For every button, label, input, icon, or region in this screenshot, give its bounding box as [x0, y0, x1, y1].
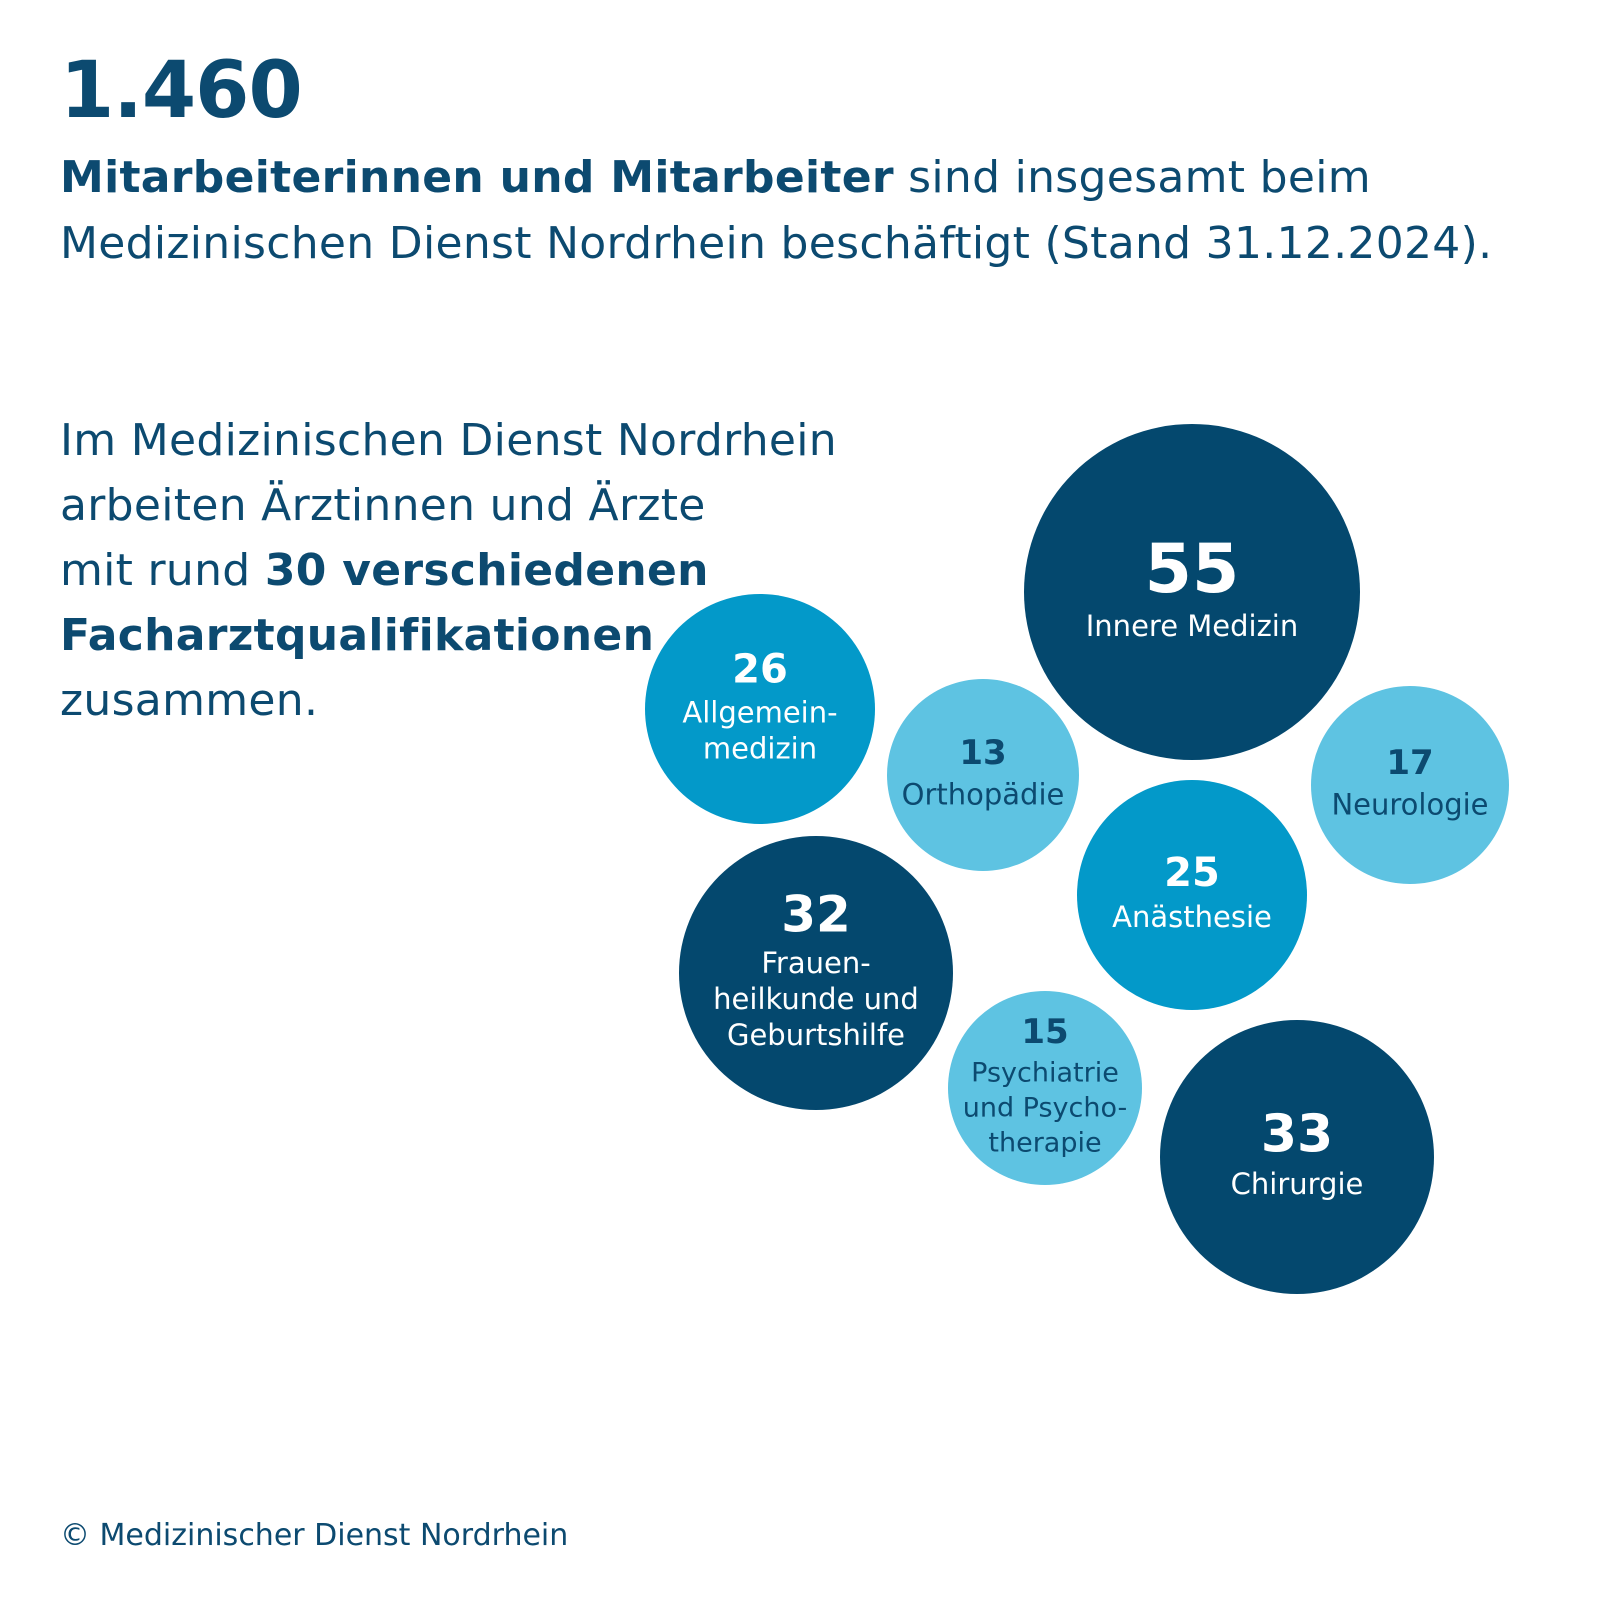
bubble-value: 13 [959, 733, 1007, 774]
lead-line-3-plain: mit rund [60, 545, 265, 596]
bubble-allgemein-medizin [645, 594, 875, 824]
bubble-value: 15 [1021, 1011, 1069, 1052]
bubble-anästhesie [1077, 780, 1307, 1010]
bubble-label: Orthopädie [901, 777, 1065, 812]
bubble-label: therapie [988, 1127, 1102, 1159]
bubble-label: heilkunde und [713, 981, 919, 1016]
headline-text-rest: sind insgesamt beim [893, 152, 1371, 203]
bubble-label: und Psycho- [962, 1092, 1128, 1124]
bubble-value: 33 [1260, 1104, 1334, 1165]
bubble-label: Anästhesie [1112, 899, 1272, 934]
bubble-value: 55 [1144, 530, 1240, 609]
headline-text-line2: Medizinischen Dienst Nordrhein beschäftigt (Stand 31.12.2024). [60, 218, 1493, 269]
bubble-label: Psychiatrie [971, 1057, 1119, 1089]
lead-line-3-bold: 30 verschiedenen [264, 545, 709, 596]
lead-line-4-bold: Facharztqualifikationen [60, 610, 655, 661]
bubble-innere-medizin [1024, 424, 1360, 760]
bubble-label: medizin [702, 731, 818, 766]
bubble-value: 32 [781, 885, 851, 944]
bubble-orthopädie [887, 679, 1079, 871]
bubble-value: 25 [1164, 850, 1220, 896]
copyright-notice: © Medizinischer Dienst Nordrhein [60, 1518, 569, 1553]
headline-text-bold: Mitarbeiterinnen und Mitarbeiter [60, 152, 894, 203]
bubble-value: 26 [732, 646, 788, 693]
lead-line-5: zusammen. [60, 675, 319, 726]
bubble-label: Neurologie [1331, 787, 1489, 822]
lead-line-2: arbeiten Ärztinnen und Ärzte [60, 480, 706, 531]
bubble-value: 17 [1386, 743, 1434, 784]
bubble-label: Geburtshilfe [726, 1017, 906, 1052]
bubble-psychiatrieund-psycho-therapie [948, 991, 1142, 1185]
bubble-label: Allgemein- [682, 695, 838, 730]
bubble-label: Chirurgie [1230, 1167, 1364, 1202]
bubble-frauen-heilkunde-undgeburtshilfe [679, 836, 953, 1110]
bubble-label: Frauen- [761, 945, 871, 980]
headline-number: 1.460 [60, 46, 302, 136]
bubble-label: Innere Medizin [1085, 608, 1299, 643]
bubble-chirurgie [1160, 1020, 1434, 1294]
bubble-circle [1311, 686, 1509, 884]
bubble-neurologie [1311, 686, 1509, 884]
lead-line-1: Im Medizinischen Dienst Nordrhein [60, 415, 837, 466]
bubble-circle [887, 679, 1079, 871]
